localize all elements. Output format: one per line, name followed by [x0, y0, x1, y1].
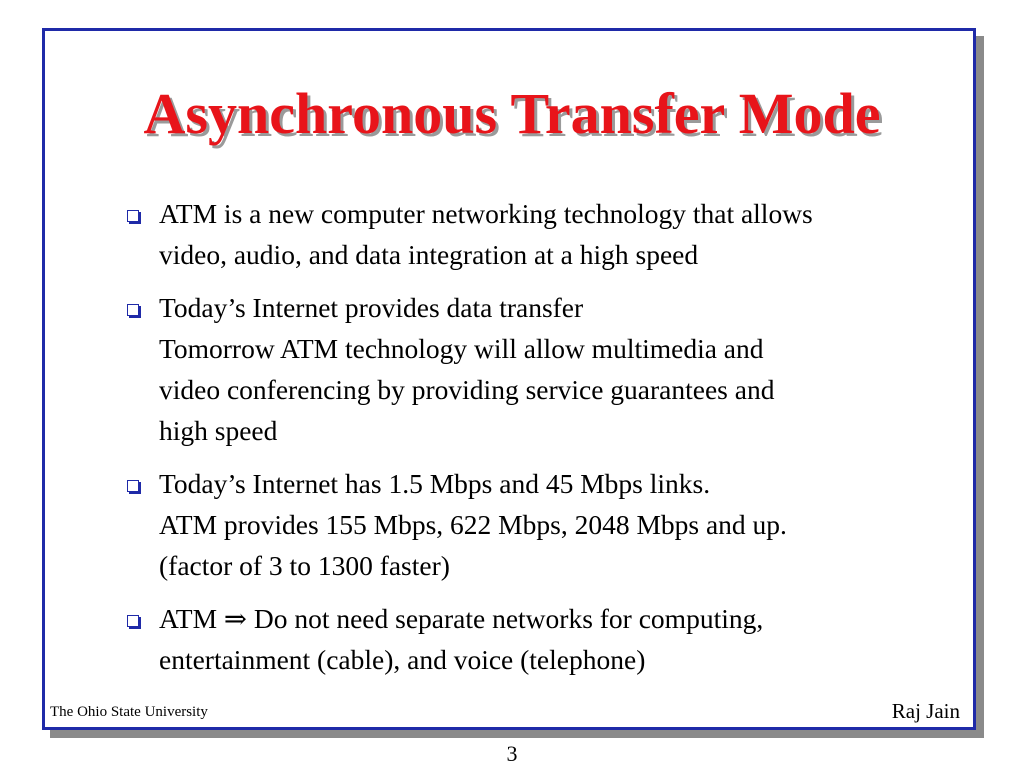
bullet-line: ATM ⇒ Do not need separate networks for computing,	[159, 603, 764, 634]
footer-author: Raj Jain	[891, 699, 960, 723]
page-number: 3	[506, 741, 518, 766]
bullet-item	[119, 193, 989, 275]
slide-frame	[42, 28, 976, 730]
bullet-line: video conferencing by providing service guarantees and	[159, 374, 775, 405]
bullet-item	[119, 287, 989, 451]
bullet-line: high speed	[159, 415, 278, 446]
bullet-list	[119, 193, 989, 692]
bullet-line: Today’s Internet has 1.5 Mbps and 45 Mbps links.	[159, 468, 711, 499]
slide-title: Asynchronous Transfer Mode	[143, 81, 881, 146]
footer-institution: The Ohio State University	[50, 704, 208, 720]
bullet-item	[119, 463, 989, 586]
hollow-square-bullet-icon	[127, 480, 139, 492]
hollow-square-bullet-icon	[127, 304, 139, 316]
bullet-line: entertainment (cable), and voice (telephone)	[159, 644, 646, 675]
bullet-line: Today’s Internet provides data transfer	[159, 292, 584, 323]
hollow-square-bullet-icon	[127, 210, 139, 222]
bullet-line: (factor of 3 to 1300 faster)	[159, 550, 450, 581]
bullet-line: ATM provides 155 Mbps, 622 Mbps, 2048 Mbps and up.	[159, 509, 787, 540]
hollow-square-bullet-icon	[127, 615, 139, 627]
bullet-line: Tomorrow ATM technology will allow multimedia and	[159, 333, 764, 364]
bullet-item	[119, 598, 989, 680]
bullet-line: video, audio, and data integration at a high speed	[159, 239, 699, 270]
bullet-line: ATM is a new computer networking technology that allows	[159, 198, 813, 229]
